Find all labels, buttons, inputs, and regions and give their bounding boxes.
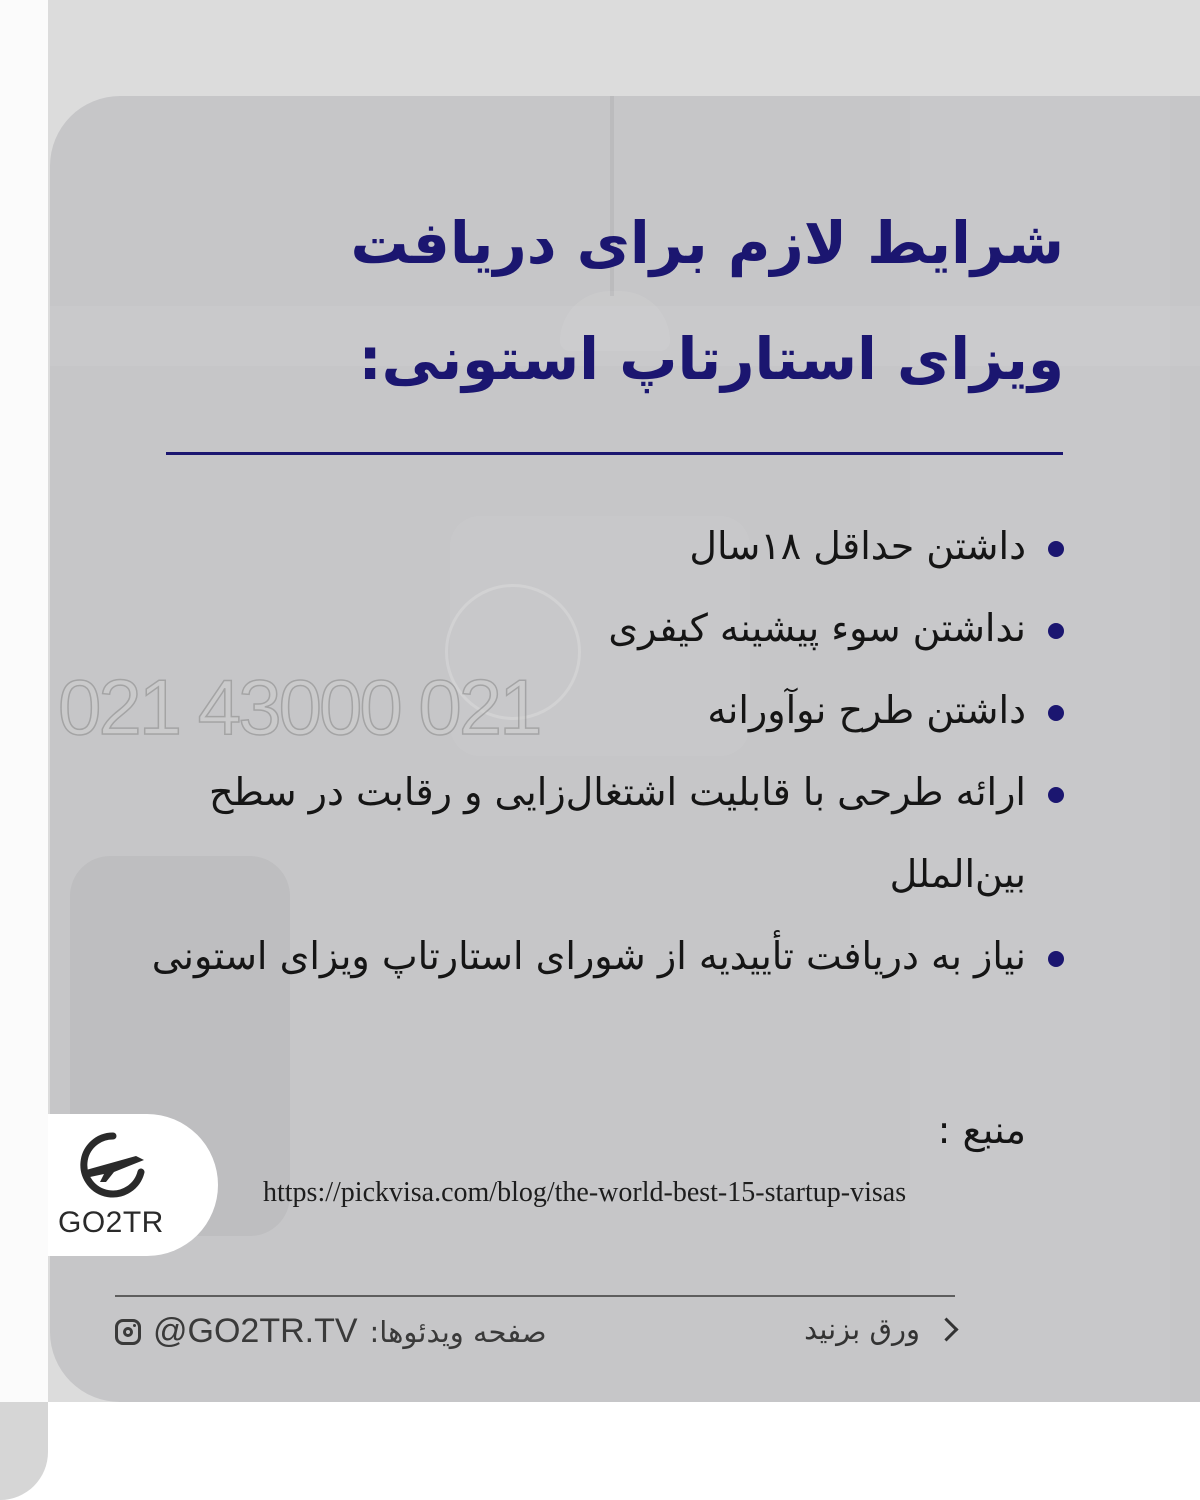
instagram-handle: @GO2TR.TV — [153, 1312, 358, 1350]
bullet-dot-icon — [1048, 787, 1064, 803]
list-item — [144, 751, 1064, 915]
swipe-hint[interactable] — [804, 1312, 955, 1346]
page-title — [164, 185, 1064, 417]
list-item — [144, 587, 1064, 669]
logo-text: GO2TR — [58, 1206, 164, 1239]
instagram-icon — [115, 1319, 141, 1345]
chevron-right-icon — [934, 1317, 958, 1341]
footer-divider — [115, 1295, 955, 1297]
title-divider — [166, 452, 1063, 455]
source-link[interactable]: https://pickvisa.com/blog/the-world-best-15-startup-visas — [263, 1177, 907, 1208]
list-item-text: داشتن طرح نوآورانه — [707, 688, 1026, 732]
phone-watermark: 021 43000 021 — [58, 663, 540, 751]
bullet-dot-icon — [1048, 705, 1064, 721]
plane-logo-icon — [74, 1130, 152, 1200]
bullet-dot-icon — [1048, 623, 1064, 639]
title-line-2: ویزای استارتاپ استونی: — [358, 325, 1064, 393]
list-item — [144, 505, 1064, 587]
title-line-1: شرایط لازم برای دریافت — [350, 209, 1064, 277]
list-item-text: نداشتن سوء پیشینه کیفری — [608, 606, 1026, 650]
list-item-text: ارائه طرحی با قابلیت اشتغال‌زایی و رقابت در سطح بین‌الملل — [209, 770, 1026, 896]
list-item-text: نیاز به دریافت تأییدیه از شورای استارتاپ ویزای استونی — [151, 934, 1026, 978]
list-item-text: داشتن حداقل ۱۸سال — [689, 524, 1026, 568]
video-page-label: صفحه ویدئوها: — [369, 1314, 547, 1349]
left-white-strip — [0, 0, 48, 1500]
swipe-label: ورق بزنید — [804, 1312, 920, 1346]
bullet-dot-icon — [1048, 951, 1064, 967]
video-page-link[interactable] — [115, 1312, 547, 1351]
bottom-white-area — [0, 1402, 1200, 1500]
source-label: منبع : — [937, 1108, 1026, 1152]
list-item — [144, 915, 1064, 997]
bullet-dot-icon — [1048, 541, 1064, 557]
